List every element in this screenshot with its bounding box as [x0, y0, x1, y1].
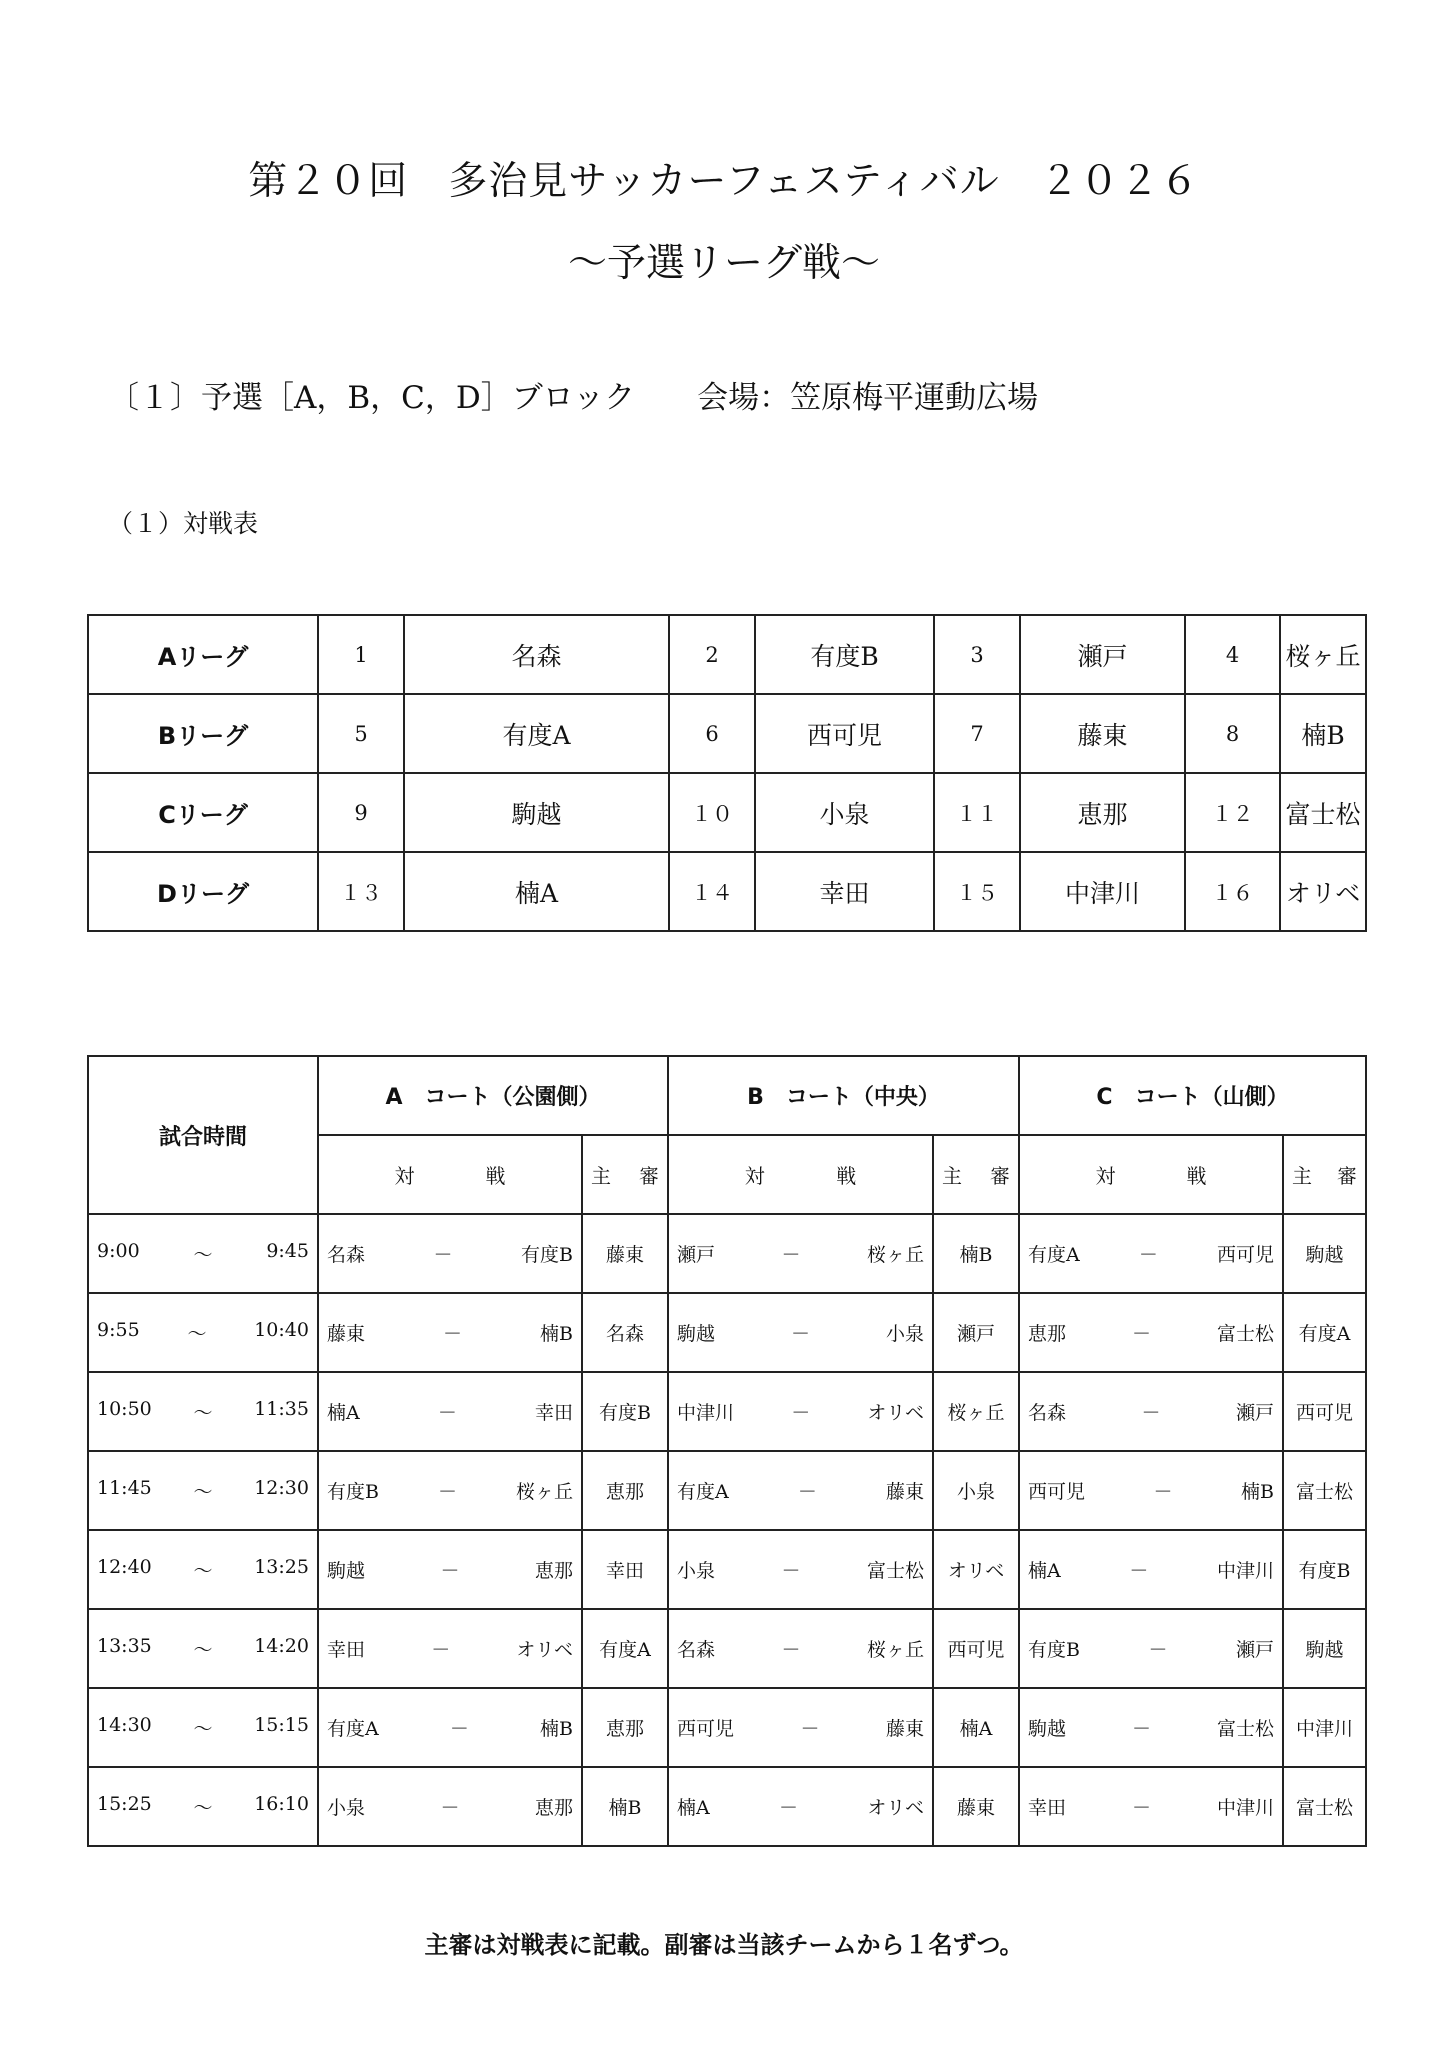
match-dash: － — [779, 1797, 799, 1819]
team-number: 9 — [318, 773, 404, 852]
referee-header: 主 審 — [582, 1135, 668, 1214]
home-team: 藤東 — [327, 1323, 366, 1345]
time-header: 試合時間 — [88, 1056, 318, 1214]
league-table — [87, 614, 1367, 932]
team-name: 富士松 — [1280, 773, 1366, 852]
team-name: 小泉 — [755, 773, 934, 852]
match-cell — [1019, 1530, 1283, 1609]
home-team: 楠A — [327, 1402, 360, 1424]
league-row — [88, 852, 1366, 931]
end-time: 15:15 — [254, 1714, 309, 1736]
page-title: 第２０回 多治見サッカーフェスティバル ２０２６ — [248, 159, 1200, 204]
team-name: 藤東 — [1020, 694, 1185, 773]
team-name: 恵那 — [1020, 773, 1185, 852]
match-cell — [1019, 1767, 1283, 1846]
match-dash: － — [781, 1639, 801, 1661]
away-team: 富士松 — [866, 1560, 924, 1582]
match-cell — [318, 1530, 582, 1609]
referee-cell: 恵那 — [582, 1451, 668, 1530]
time-tilde: ～ — [193, 1560, 213, 1582]
home-team: 有度A — [677, 1481, 729, 1503]
away-team: 有度B — [521, 1244, 573, 1266]
time-slot — [88, 1530, 318, 1609]
team-name: 楠B — [1280, 694, 1366, 773]
match-header: 対 戦 — [668, 1135, 933, 1214]
referee-cell: 藤東 — [582, 1214, 668, 1293]
home-team: 小泉 — [677, 1560, 716, 1582]
referee-cell: 有度A — [1283, 1293, 1366, 1372]
team-number: 1 — [318, 615, 404, 694]
referee-cell: 楠B — [933, 1214, 1019, 1293]
team-number: 4 — [1185, 615, 1280, 694]
match-dash: － — [433, 1244, 453, 1266]
end-time: 12:30 — [254, 1477, 309, 1499]
start-time: 15:25 — [97, 1793, 152, 1815]
referee-cell: 有度B — [582, 1372, 668, 1451]
team-number: 7 — [934, 694, 1020, 773]
home-team: 有度A — [1028, 1244, 1080, 1266]
away-team: 恵那 — [534, 1560, 573, 1582]
away-team: 桜ヶ丘 — [866, 1244, 924, 1266]
home-team: 楠A — [1028, 1560, 1061, 1582]
time-slot — [88, 1293, 318, 1372]
match-cell — [668, 1530, 933, 1609]
team-name: 桜ヶ丘 — [1280, 615, 1366, 694]
time-tilde: ～ — [193, 1718, 213, 1740]
team-number: １５ — [934, 852, 1020, 931]
schedule-row — [88, 1214, 1366, 1293]
team-number: 5 — [318, 694, 404, 773]
away-team: 中津川 — [1216, 1560, 1274, 1582]
away-team: オリベ — [867, 1402, 924, 1424]
team-name: オリベ — [1280, 852, 1366, 931]
match-dash: － — [1131, 1323, 1151, 1345]
match-header: 対 戦 — [318, 1135, 582, 1214]
match-dash: － — [1129, 1560, 1149, 1582]
team-number: 2 — [669, 615, 755, 694]
match-cell — [1019, 1214, 1283, 1293]
match-cell — [318, 1214, 582, 1293]
away-team: 藤東 — [885, 1481, 924, 1503]
match-header: 対 戦 — [1019, 1135, 1283, 1214]
time-slot — [88, 1767, 318, 1846]
away-team: 桜ヶ丘 — [515, 1481, 573, 1503]
start-time: 12:40 — [97, 1556, 152, 1578]
away-team: 瀬戸 — [1235, 1639, 1274, 1661]
match-dash: － — [1138, 1244, 1158, 1266]
match-dash: － — [800, 1718, 820, 1740]
end-time: 16:10 — [254, 1793, 309, 1815]
start-time: 14:30 — [97, 1714, 152, 1736]
time-tilde: ～ — [193, 1639, 213, 1661]
referee-cell: 幸田 — [582, 1530, 668, 1609]
team-name: 幸田 — [755, 852, 934, 931]
away-team: 中津川 — [1216, 1797, 1274, 1819]
time-tilde: ～ — [193, 1797, 213, 1819]
section-label: （１）対戦表 — [108, 509, 259, 538]
match-cell — [318, 1293, 582, 1372]
away-team: 幸田 — [534, 1402, 573, 1424]
match-cell — [668, 1451, 933, 1530]
time-slot — [88, 1609, 318, 1688]
referee-header: 主 審 — [933, 1135, 1019, 1214]
home-team: 有度A — [327, 1718, 379, 1740]
home-team: 名森 — [1028, 1402, 1067, 1424]
league-name: Cリーグ — [88, 773, 318, 852]
match-dash: － — [437, 1481, 457, 1503]
schedule-header-row — [88, 1056, 1366, 1135]
start-time: 11:45 — [97, 1477, 152, 1499]
match-cell — [1019, 1688, 1283, 1767]
league-name: Aリーグ — [88, 615, 318, 694]
referee-cell: 桜ヶ丘 — [933, 1372, 1019, 1451]
start-time: 9:00 — [97, 1240, 140, 1262]
home-team: 有度B — [327, 1481, 379, 1503]
match-dash: － — [443, 1323, 463, 1345]
match-cell — [668, 1688, 933, 1767]
time-tilde: ～ — [193, 1481, 213, 1503]
match-cell — [318, 1372, 582, 1451]
away-team: 小泉 — [885, 1323, 924, 1345]
team-number: 3 — [934, 615, 1020, 694]
referee-cell: 富士松 — [1283, 1451, 1366, 1530]
match-dash: － — [797, 1481, 817, 1503]
schedule-row — [88, 1767, 1366, 1846]
referee-cell: 富士松 — [1283, 1767, 1366, 1846]
home-team: 有度B — [1028, 1639, 1080, 1661]
schedule-row — [88, 1530, 1366, 1609]
time-slot — [88, 1451, 318, 1530]
match-cell — [668, 1214, 933, 1293]
schedule-row — [88, 1688, 1366, 1767]
home-team: 名森 — [677, 1639, 716, 1661]
referee-cell: 楠A — [933, 1688, 1019, 1767]
match-cell — [1019, 1609, 1283, 1688]
block-venue-line: 〔１〕予選［A，B，C，D］ブロック 会場：笠原梅平運動広場 — [108, 380, 1039, 416]
start-time: 10:50 — [97, 1398, 152, 1420]
away-team: オリベ — [516, 1639, 573, 1661]
referee-cell: 駒越 — [1283, 1214, 1366, 1293]
schedule-row — [88, 1609, 1366, 1688]
team-name: 有度B — [755, 615, 934, 694]
referee-cell: オリベ — [933, 1530, 1019, 1609]
away-team: 藤東 — [885, 1718, 924, 1740]
away-team: 恵那 — [534, 1797, 573, 1819]
home-team: 幸田 — [327, 1639, 366, 1661]
match-cell — [318, 1451, 582, 1530]
referee-cell: 有度B — [1283, 1530, 1366, 1609]
time-slot — [88, 1372, 318, 1451]
page-subtitle: ～予選リーグ戦～ — [567, 241, 880, 286]
league-row — [88, 773, 1366, 852]
team-number: 6 — [669, 694, 755, 773]
league-row — [88, 694, 1366, 773]
match-dash: － — [1153, 1481, 1173, 1503]
match-dash: － — [449, 1718, 469, 1740]
home-team: 楠A — [677, 1797, 710, 1819]
time-tilde: ～ — [193, 1402, 213, 1424]
footnote: 主審は対戦表に記載。副審は当該チームから１名ずつ。 — [424, 1931, 1024, 1959]
match-dash: － — [431, 1639, 451, 1661]
referee-cell: 中津川 — [1283, 1688, 1366, 1767]
time-tilde: ～ — [193, 1244, 213, 1266]
match-cell — [1019, 1372, 1283, 1451]
home-team: 駒越 — [1028, 1718, 1067, 1740]
referee-header: 主 審 — [1283, 1135, 1366, 1214]
match-dash: － — [791, 1402, 811, 1424]
away-team: 富士松 — [1216, 1718, 1274, 1740]
referee-cell: 瀬戸 — [933, 1293, 1019, 1372]
match-dash: － — [781, 1560, 801, 1582]
match-cell — [668, 1609, 933, 1688]
home-team: 駒越 — [677, 1323, 716, 1345]
match-cell — [318, 1767, 582, 1846]
away-team: 西可児 — [1216, 1244, 1274, 1266]
team-number: 8 — [1185, 694, 1280, 773]
time-slot — [88, 1688, 318, 1767]
team-number: １１ — [934, 773, 1020, 852]
team-number: １４ — [669, 852, 755, 931]
referee-cell: 恵那 — [582, 1688, 668, 1767]
match-dash: － — [1131, 1718, 1151, 1740]
away-team: 楠B — [1241, 1481, 1274, 1503]
start-time: 13:35 — [97, 1635, 152, 1657]
referee-cell: 名森 — [582, 1293, 668, 1372]
match-dash: － — [440, 1560, 460, 1582]
time-tilde: ～ — [187, 1323, 207, 1345]
home-team: 瀬戸 — [677, 1244, 716, 1266]
match-cell — [668, 1293, 933, 1372]
start-time: 9:55 — [97, 1319, 140, 1341]
match-dash: － — [1141, 1402, 1161, 1424]
match-dash: － — [1148, 1639, 1168, 1661]
league-name: Bリーグ — [88, 694, 318, 773]
end-time: 14:20 — [254, 1635, 309, 1657]
home-team: 西可児 — [1028, 1481, 1086, 1503]
match-dash: － — [440, 1797, 460, 1819]
match-cell — [1019, 1451, 1283, 1530]
court-b-header: B コート（中央） — [668, 1056, 1019, 1135]
referee-cell: 有度A — [582, 1609, 668, 1688]
referee-cell: 小泉 — [933, 1451, 1019, 1530]
away-team: 瀬戸 — [1235, 1402, 1274, 1424]
end-time: 13:25 — [254, 1556, 309, 1578]
match-dash: － — [781, 1244, 801, 1266]
home-team: 名森 — [327, 1244, 366, 1266]
home-team: 駒越 — [327, 1560, 366, 1582]
league-row — [88, 615, 1366, 694]
match-cell — [668, 1767, 933, 1846]
away-team: 桜ヶ丘 — [866, 1639, 924, 1661]
match-cell — [318, 1609, 582, 1688]
away-team: 楠B — [540, 1718, 573, 1740]
home-team: 西可児 — [677, 1718, 735, 1740]
league-name: Dリーグ — [88, 852, 318, 931]
schedule-table — [87, 1055, 1367, 1847]
time-slot — [88, 1214, 318, 1293]
schedule-row — [88, 1451, 1366, 1530]
court-c-header: C コート（山側） — [1019, 1056, 1366, 1135]
team-name: 駒越 — [404, 773, 669, 852]
team-name: 名森 — [404, 615, 669, 694]
team-number: １３ — [318, 852, 404, 931]
match-cell — [318, 1688, 582, 1767]
away-team: オリベ — [867, 1797, 924, 1819]
team-name: 有度A — [404, 694, 669, 773]
end-time: 11:35 — [254, 1398, 309, 1420]
home-team: 恵那 — [1028, 1323, 1067, 1345]
referee-cell: 西可児 — [933, 1609, 1019, 1688]
team-name: 西可児 — [755, 694, 934, 773]
match-dash: － — [437, 1402, 457, 1424]
end-time: 10:40 — [254, 1319, 309, 1341]
court-a-header: A コート（公園側） — [318, 1056, 668, 1135]
team-name: 瀬戸 — [1020, 615, 1185, 694]
match-cell — [668, 1372, 933, 1451]
match-dash: － — [790, 1323, 810, 1345]
home-team: 小泉 — [327, 1797, 366, 1819]
team-number: １６ — [1185, 852, 1280, 931]
end-time: 9:45 — [266, 1240, 309, 1262]
team-name: 中津川 — [1020, 852, 1185, 931]
referee-cell: 藤東 — [933, 1767, 1019, 1846]
team-number: １０ — [669, 773, 755, 852]
referee-cell: 西可児 — [1283, 1372, 1366, 1451]
schedule-row — [88, 1293, 1366, 1372]
away-team: 富士松 — [1216, 1323, 1274, 1345]
match-dash: － — [1131, 1797, 1151, 1819]
team-number: １２ — [1185, 773, 1280, 852]
team-name: 楠A — [404, 852, 669, 931]
referee-cell: 楠B — [582, 1767, 668, 1846]
schedule-row — [88, 1372, 1366, 1451]
referee-cell: 駒越 — [1283, 1609, 1366, 1688]
home-team: 中津川 — [677, 1402, 735, 1424]
away-team: 楠B — [540, 1323, 573, 1345]
home-team: 幸田 — [1028, 1797, 1067, 1819]
match-cell — [1019, 1293, 1283, 1372]
